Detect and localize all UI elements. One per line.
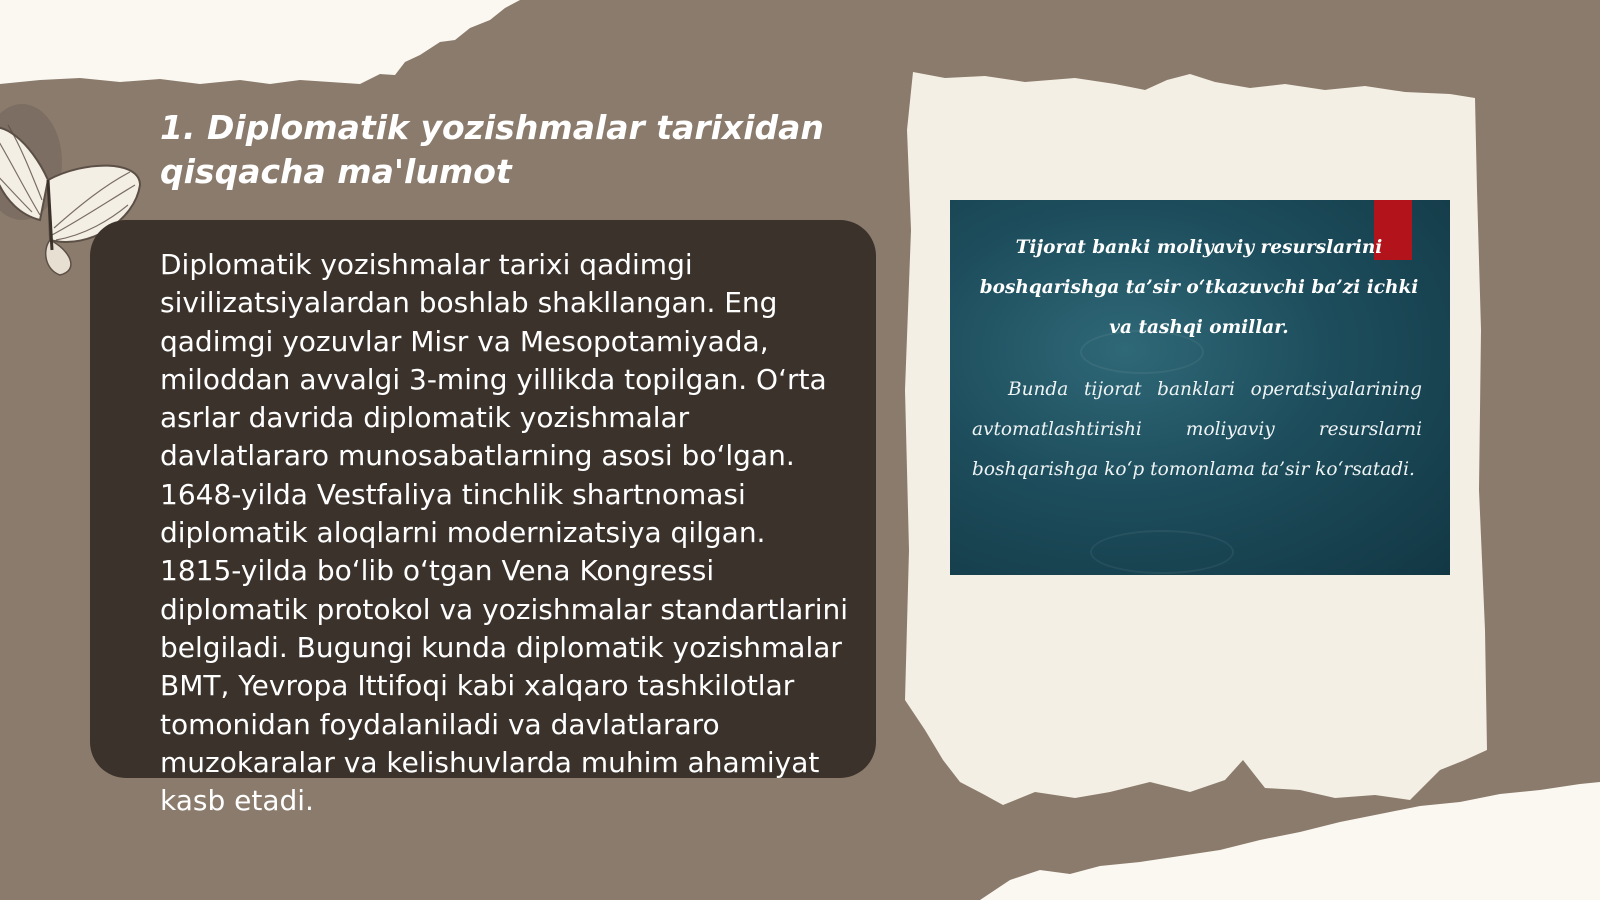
embedded-image-paragraph: Bunda tijorat banklari operatsiyalarining avtomatlashtirishi moliyaviy resurslarni boshqarishga ko‘p tomonlama ta’sir ko‘rsatadi. [972, 379, 1422, 480]
slide-title: 1. Diplomatik yozishmalar tarixidan qisqacha ma'lumot [160, 108, 824, 191]
torn-paper-top-left [0, 0, 560, 110]
slide-body-text: Diplomatik yozishmalar tarixi qadimgi sivilizatsiyalardan boshlab shakllangan. Eng qadimgi yozuvlar Misr va Mesopotamiyada, miloddan avvalgi 3-ming yillikda topilgan. O‘rta asrlar davrida diplomatik yozishmalar davlatlararo munosabatlarning asosi bo‘lgan. 1648-yilda Vestfaliya tinchlik shartnomasi diplomatik aloqlarni modernizatsiya qilgan. 1815-yilda bo‘lib o‘tgan Vena Kongressi diplomatik protokol va yozishmalar standartlarini belgiladi. Bugungi kunda diplomatik yozishmalar BMT, Yevropa Ittifoqi kabi xalqaro tashkilotlar tomonidan foydalaniladi va davlatlararo muzokaralar va kelishuvlarda muhim ahamiyat kasb etadi. [160, 248, 849, 818]
embedded-slide-image [950, 200, 1450, 575]
embedded-image-heading: Tijorat banki moliyaviy resurslarini boshqarishga ta’sir o‘tkazuvchi ba’zi ichki va tashqi omillar. [979, 237, 1419, 338]
